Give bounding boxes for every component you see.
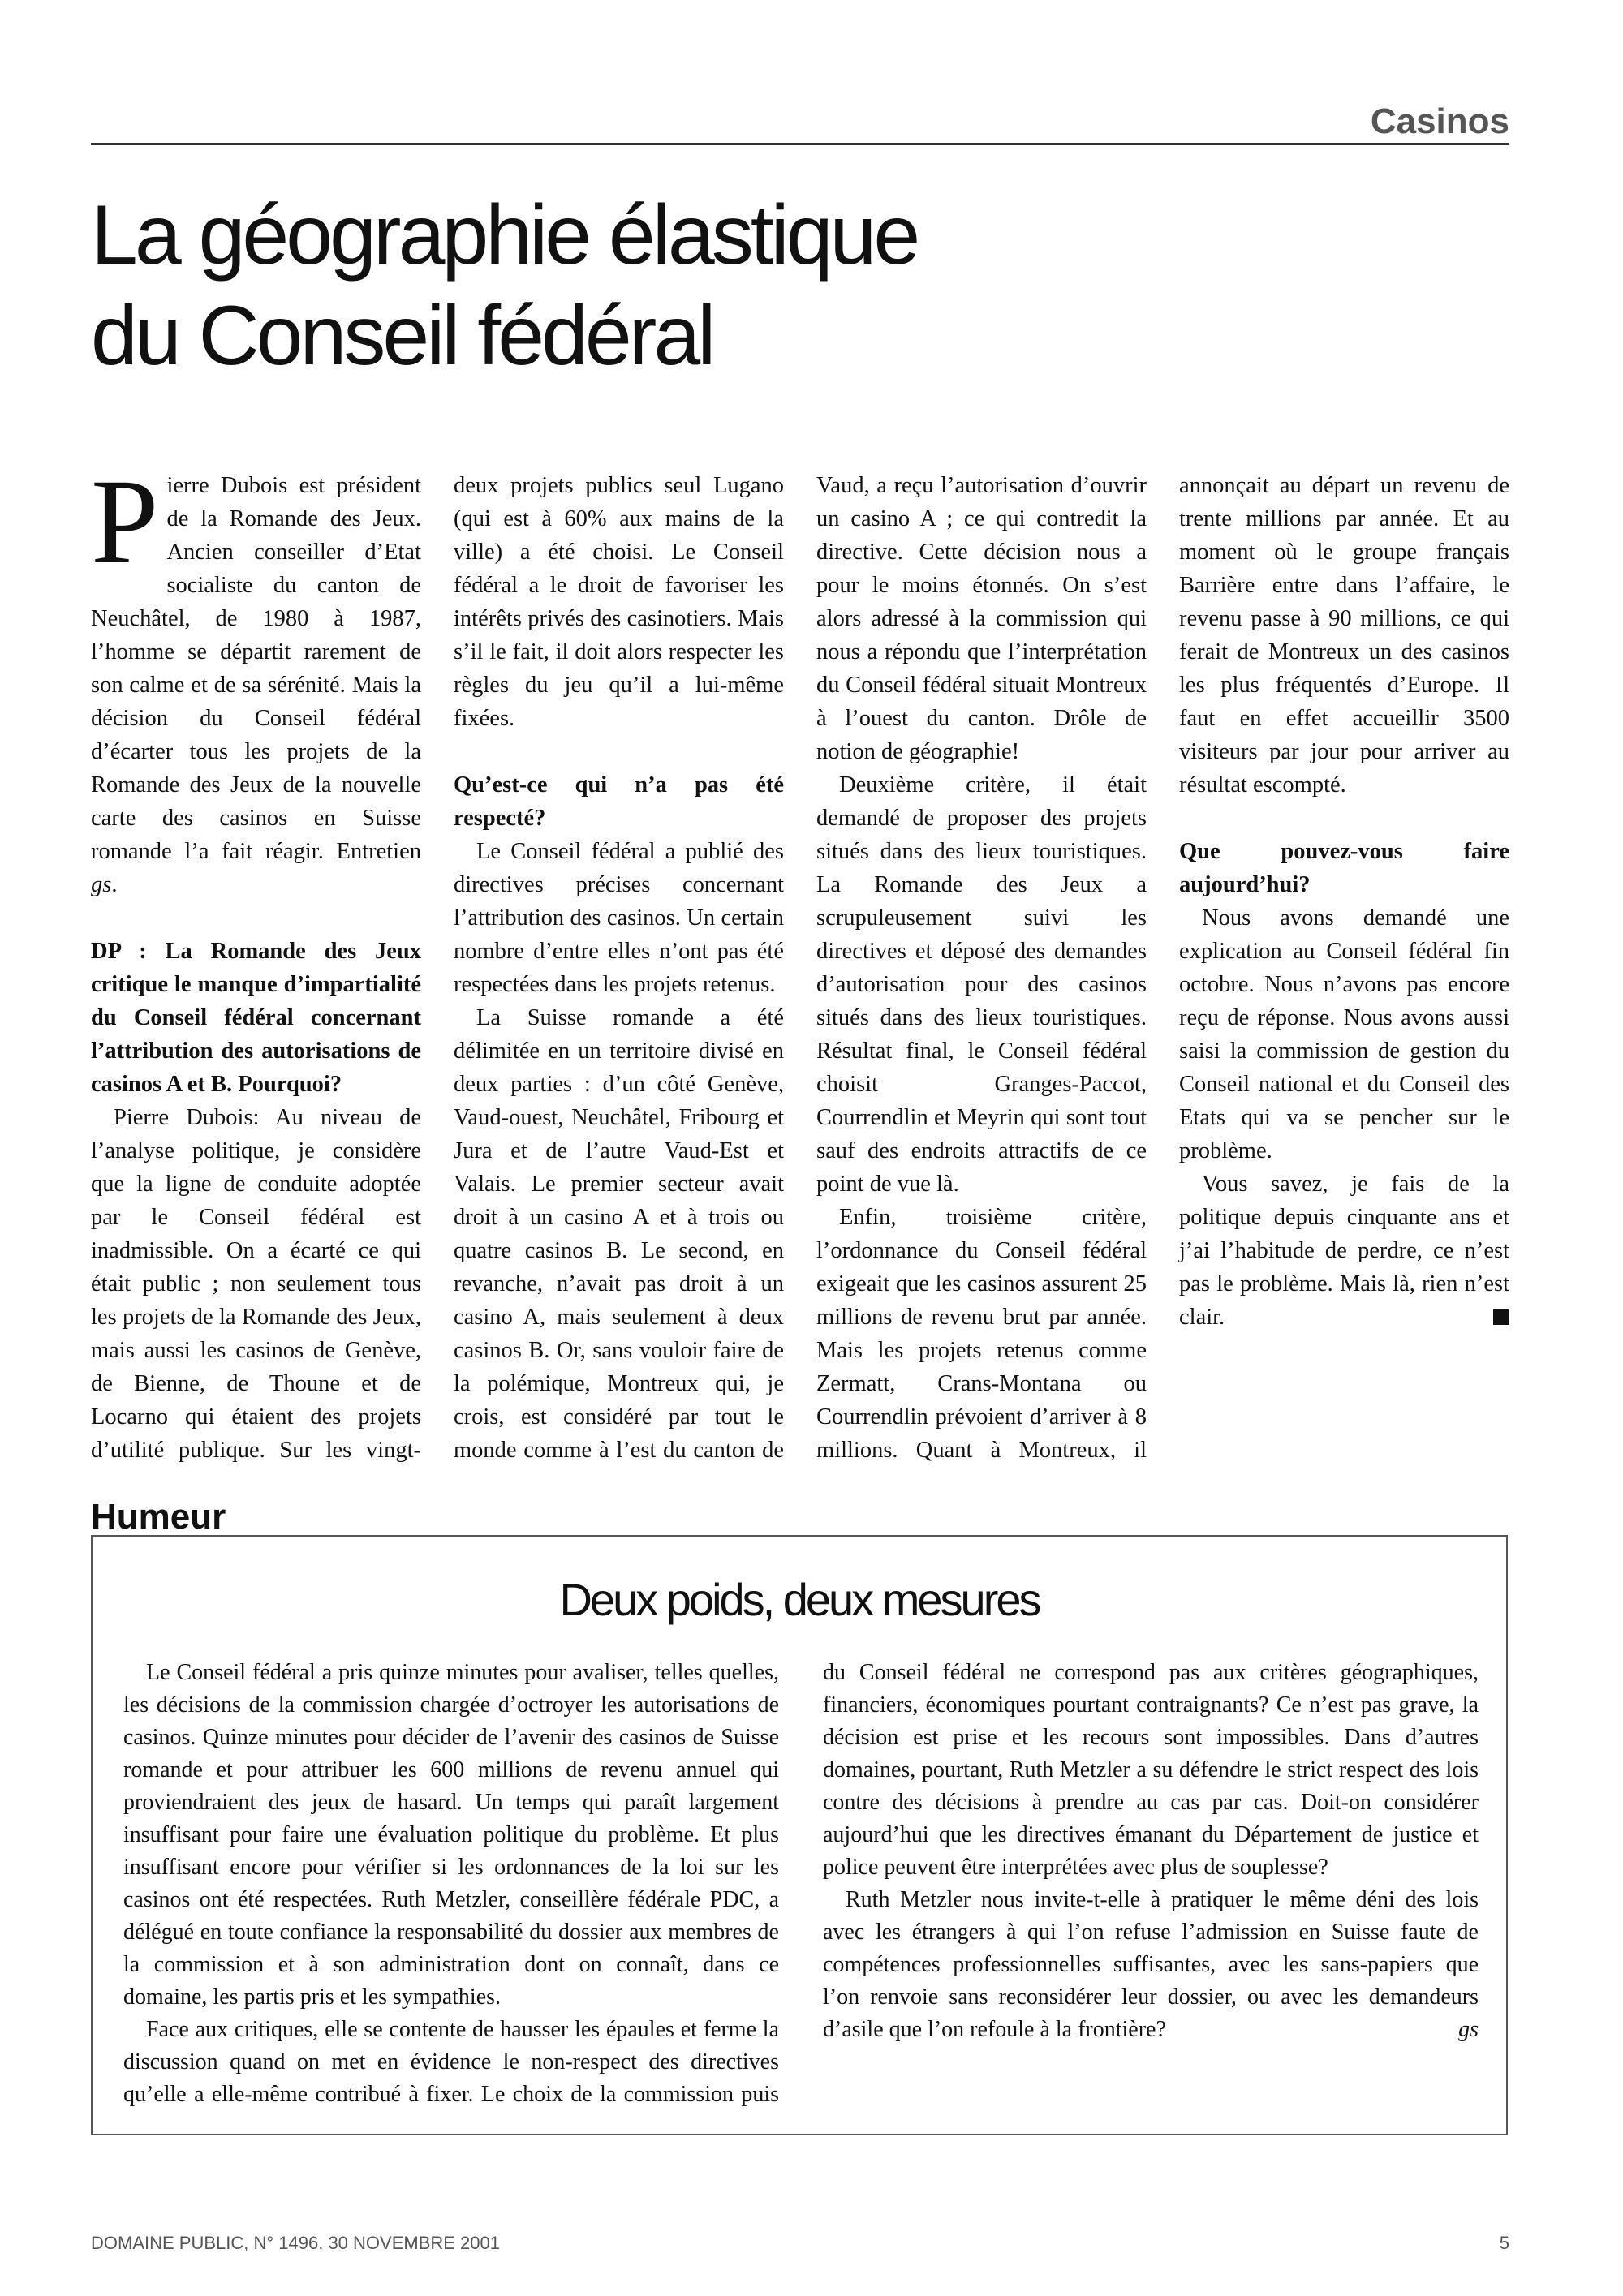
- answer-3-paragraph-1: Nous avons demandé une explication au Conseil fédéral fin octobre. Nous n’avons pas encore reçu de réponse. Nous avons aussi saisi la commission de gestion du Conseil national et du Conseil des Etats qui va se pencher sur le problème.: [1179, 905, 1509, 1163]
- humeur-paragraph-2: Face aux critiques, elle se contente de hausser les épaules et ferme la discussion quand on met en évidence le non-respect des directives qu’elle a elle-même contribué à fixer. Le choix de la commission puis du Conseil fédéral ne correspond pas aux critères géographiques, financiers, économiques pourtant contraignants? Ce n’est pas grave, la décision est prise et les recours sont impossibles. Dans d’autres domaines, pourtant, Ruth Metzler a su défendre le strict respect des lois contre des décisions à prendre au cas par cas. Doit-on considérer aujourd’hui que les directives émanant du Département de justice et police peuvent être interprétées avec plus de souplesse?: [123, 1660, 1479, 2107]
- humeur-paragraph-1: Le Conseil fédéral a pris quinze minutes pour avaliser, telles quelles, les décisions de la commission chargée d’octroyer les autorisations de casinos. Quinze minutes pour décider de l’avenir des casinos de Suisse romande et pour attribuer les 600 millions de revenu annuel qui proviendraient des jeux de hasard. Un temps qui paraît largement insuffisant pour faire une évaluation politique du problème. Et plus insuffisant encore pour vérifier si les ordonnances de la loi sur les casinos ont été respectées. Ruth Metzler, conseillère fédérale PDC, a délégué en toute confiance la responsabilité du dossier aux membres de la commission et à son administration dont on connaît, dans ce domaine, les partis pris et les sympathies.: [123, 1660, 779, 2010]
- humeur-title: Deux poids, deux mesures: [559, 1574, 1040, 1625]
- humeur-signature: gs: [1458, 2017, 1479, 2042]
- end-mark-icon: [1493, 1309, 1509, 1325]
- answer-2-paragraph-3: Deuxième critère, il était demandé de proposer des projets situés dans des lieux touristiques. La Romande des Jeux a scrupuleusement suivi les directives et déposé des demandes d’autorisation pour des casinos situés dans des lieux touristiques. Résultat final, le Conseil fédéral choisit Granges-Paccot, Courrendlin et Meyrin qui sont tout sauf des endroits attractifs de ce point de vue là.: [816, 772, 1147, 1197]
- article-title: [91, 185, 1308, 386]
- section-rubric: Casinos: [1370, 101, 1509, 141]
- answer-2-paragraph-2: La Suisse romande a été délimitée en un territoire divisé en deux parties : d’un côté Genève, Vaud-ouest, Neuchâtel, Fribourg et Jura et de l’autre Vaud-Est et Valais. Le premier secteur avait droit à un casino A et à trois ou quatre casinos B. Le second, en revanche, n’avait pas droit à un casino A, mais seulement à deux casinos B. Or, sans vouloir faire de la polémique, Montreux qui, je crois, est considéré par tout le monde comme à l’est du canton de Vaud, a reçu l’autorisation d’ouvrir un casino A ; ce qui contredit la directive. Cette décision nous a pour le moins étonnés. On s’est alors adressé à la commission qui nous a répondu que l’interprétation du Conseil fédéral situait Montreux à l’ouest du canton. Drôle de notion de géographie!: [454, 473, 1147, 1463]
- question-1: DP : La Romande des Jeux critique le manque d’impartialité du Conseil fédéral concernant l’attribution des autorisations de casinos A et B. Pourquoi?: [91, 939, 421, 1097]
- humeur-paragraph-3: [823, 1884, 1479, 2046]
- article-title-line1: La géographie élastique: [91, 188, 918, 282]
- humeur-label: Humeur: [91, 1497, 226, 1537]
- footer-publication: DOMAINE PUBLIC, N° 1496, 30 NOVEMBRE 2001: [91, 2233, 500, 2253]
- answer-1-paragraph: Pierre Dubois: Au niveau de l’analyse politique, je considère que la ligne de conduite adoptée par le Conseil fédéral est inadmissible. On a écarté ce qui était public ; non seulement tous les projets de la Romande des Jeux, mais aussi les casinos de Genève, de Bienne, de Thoune et de Locarno qui étaient des projets d’utilité publique. Sur les vingt-deux projets publics seul Lugano (qui est à 60% aux mains de la ville) a été choisi. Le Conseil fédéral a le droit de favoriser les intérêts privés des casinotiers. Mais s’il le fait, il doit alors respecter les règles du jeu qu’il a lui-même fixées.: [91, 473, 784, 1463]
- intro-signature: gs: [91, 872, 112, 897]
- answer-3-paragraph-2: [1179, 1167, 1509, 1334]
- answer-3-paragraph-2-text: Vous savez, je fais de la politique depuis cinquante ans et j’ai l’habitude de perdre, ce n’est pas le problème. Mais là, rien n’est clair.: [1179, 1172, 1509, 1330]
- article-title-line2: du Conseil fédéral: [91, 289, 713, 383]
- humeur-body: [123, 1657, 1479, 2119]
- humeur-box: [91, 1535, 1508, 2135]
- answer-2-paragraph-4: Enfin, troisième critère, l’ordonnance du Conseil fédéral exigeait que les casinos assurent 25 millions de revenu brut par année. Mais les projets retenus comme Zermatt, Crans-Montana ou Courrendlin prévoient d’arriver à 8 millions. Quant à Montreux, il annonçait au départ un revenu de trente millions par année. Et au moment où le groupe français Barrière entre dans l’affaire, le revenu passe à 90 millions, ce qui ferait de Montreux un des casinos les plus fréquentés d’Europe. Il faut en effet accueillir 3500 visiteurs par jour pour arriver au résultat escompté.: [816, 473, 1509, 1463]
- header-rule: [91, 143, 1509, 145]
- humeur-paragraph-3-text: Ruth Metzler nous invite-t-elle à pratiquer le même déni des lois avec les étrangers à qui l’on refuse l’admission en Suisse faute de compétences professionnelles suffisantes, avec les sans-papiers que l’on renvoie sans reconsidérer leur dossier, ou avec les demandeurs d’asile que l’on refoule à la frontière?: [823, 1887, 1479, 2042]
- question-3: Que pouvez-vous faire aujourd’hui?: [1179, 839, 1509, 897]
- answer-2-paragraph-1: Le Conseil fédéral a publié des directives précises concernant l’attribution des casinos. Un certain nombre d’entre elles n’ont pas été respectées dans les projets retenus.: [454, 839, 784, 997]
- intro-end: .: [111, 872, 118, 897]
- intro-text: ierre Dubois est président de la Romande des Jeux. Ancien conseiller d’Etat socialiste du canton de Neuchâtel, de 1980 à 1987, l’homme se départit rarement de son calme et de sa sérénité. Mais la décision du Conseil fédéral d’écarter tous les projets de la Romande des Jeux de la nouvelle carte des casinos en Suisse romande l’a fait réagir. Entretien: [91, 473, 421, 864]
- drop-cap: P: [91, 454, 159, 589]
- page-number: 5: [1499, 2233, 1509, 2253]
- question-2: Qu’est-ce qui n’a pas été respecté?: [454, 772, 784, 831]
- article-body: [91, 454, 1509, 1467]
- article-intro: [91, 454, 421, 901]
